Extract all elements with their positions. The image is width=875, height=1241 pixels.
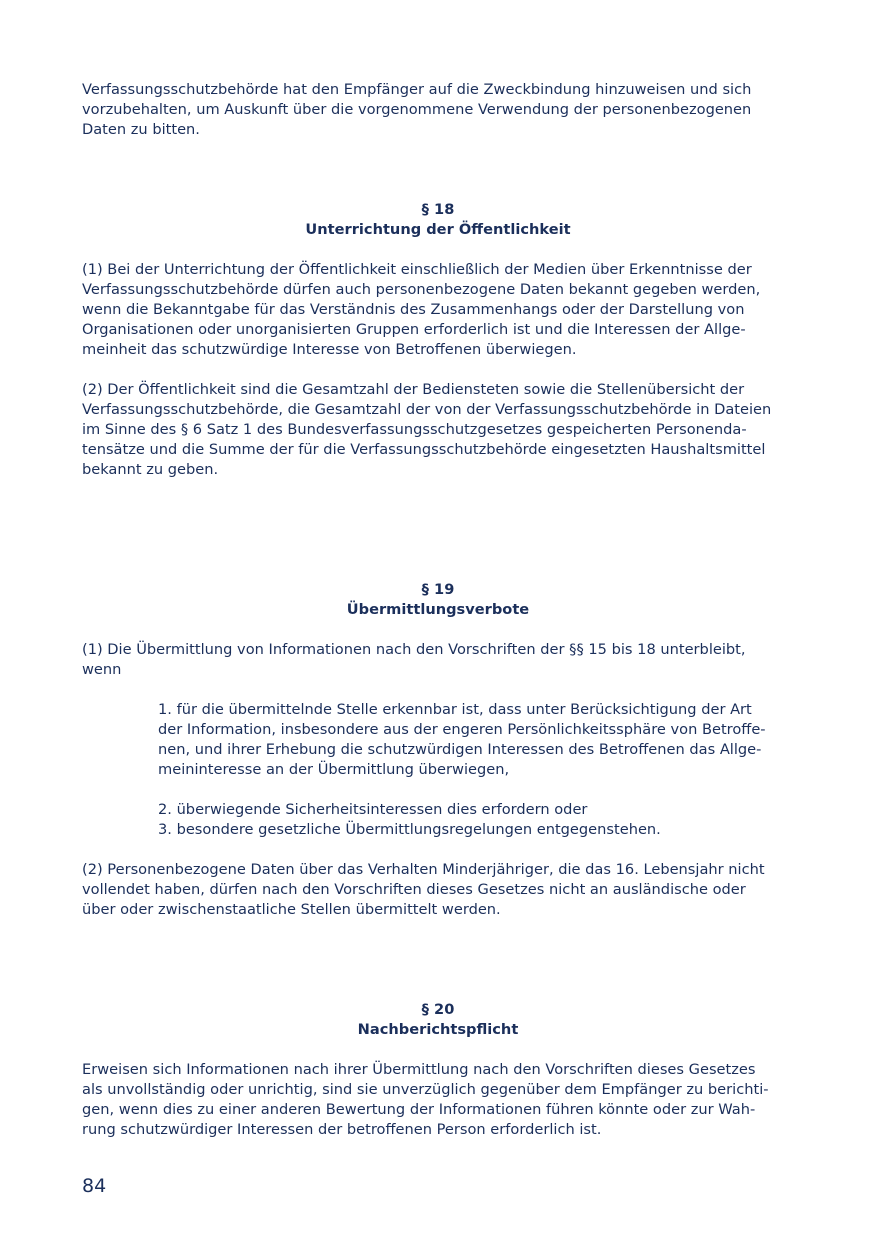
text-line: als unvollständig oder unrichtig, sind sie unverzüglich gegenüber dem Empfänger zu berichti- xyxy=(82,1081,769,1098)
text-line: meinheit das schutzwürdige Interesse von Betroffenen überwiegen. xyxy=(82,341,577,358)
text-line: bekannt zu geben. xyxy=(82,461,219,478)
section-20-heading xyxy=(82,1000,794,1040)
text-line: vorzubehalten, um Auskunft über die vorgenommene Verwendung der personenbezogenen xyxy=(82,101,752,118)
text-line: (2) Personenbezogene Daten über das Verhalten Minderjähriger, die das 16. Lebensjahr nicht xyxy=(82,861,765,878)
list-item-3: 3. besondere gesetzliche Übermittlungsregelungen entgegenstehen. xyxy=(158,821,661,838)
section-20-paragraph xyxy=(82,1060,794,1140)
text-line: der Information, insbesondere aus der engeren Persönlichkeitssphäre von Betroffe- xyxy=(158,721,766,738)
section-18-paragraph-1 xyxy=(82,260,794,360)
section-19-list-items-2-3 xyxy=(158,800,788,840)
text-line: nen, und ihrer Erhebung die schutzwürdigen Interessen des Betroffenen das Allge- xyxy=(158,741,762,758)
text-line: (1) Bei der Unterrichtung der Öffentlichkeit einschließlich der Medien über Erkenntnisse der xyxy=(82,261,752,278)
section-title: Unterrichtung der Öffentlichkeit xyxy=(305,221,571,238)
text-line: vollendet haben, dürfen nach den Vorschriften dieses Gesetzes nicht an ausländische oder xyxy=(82,881,746,898)
text-line: wenn die Bekanntgabe für das Verständnis des Zusammenhangs oder der Darstellung von xyxy=(82,301,745,318)
section-19-paragraph-1 xyxy=(82,640,794,680)
section-19-paragraph-2 xyxy=(82,860,794,920)
text-line: Daten zu bitten. xyxy=(82,121,200,138)
text-line: Verfassungsschutzbehörde, die Gesamtzahl der von der Verfassungsschutzbehörde in Dateien xyxy=(82,401,772,418)
text-line: Organisationen oder unorganisierten Gruppen erforderlich ist und die Interessen der Allge- xyxy=(82,321,746,338)
text-line: Erweisen sich Informationen nach ihrer Übermittlung nach den Vorschriften dieses Gesetzes xyxy=(82,1061,756,1078)
text-line: Verfassungsschutzbehörde hat den Empfänger auf die Zweckbindung hinzuweisen und sich xyxy=(82,81,752,98)
text-line: gen, wenn dies zu einer anderen Bewertung der Informationen führen könnte oder zur Wah- xyxy=(82,1101,756,1118)
text-line: wenn xyxy=(82,661,122,678)
page-number: 84 xyxy=(82,1175,107,1197)
section-18-paragraph-2 xyxy=(82,380,794,480)
text-line: Verfassungsschutzbehörde dürfen auch personenbezogene Daten bekannt gegeben werden, xyxy=(82,281,761,298)
text-line: im Sinne des § 6 Satz 1 des Bundesverfassungsschutzgesetzes gespeicherten Personenda- xyxy=(82,421,747,438)
section-number: § 20 xyxy=(421,1001,455,1018)
section-18-heading xyxy=(82,200,794,240)
text-line: (2) Der Öffentlichkeit sind die Gesamtzahl der Bediensteten sowie die Stellenübersicht der xyxy=(82,381,745,398)
section-title: Nachberichtspflicht xyxy=(357,1021,519,1038)
intro-paragraph xyxy=(82,80,794,140)
text-line: 1. für die übermittelnde Stelle erkennbar ist, dass unter Berücksichtigung der Art xyxy=(158,701,752,718)
text-line: meininteresse an der Übermittlung überwiegen, xyxy=(158,761,510,778)
section-number: § 18 xyxy=(421,201,455,218)
section-title: Übermittlungsverbote xyxy=(346,601,530,618)
section-number: § 19 xyxy=(421,581,455,598)
list-item-2: 2. überwiegende Sicherheitsinteressen dies erfordern oder xyxy=(158,801,588,818)
section-19-heading xyxy=(82,580,794,620)
text-line: über oder zwischenstaatliche Stellen übermittelt werden. xyxy=(82,901,501,918)
text-line: rung schutzwürdiger Interessen der betroffenen Person erforderlich ist. xyxy=(82,1121,602,1138)
text-line: (1) Die Übermittlung von Informationen nach den Vorschriften der §§ 15 bis 18 unterbleibt, xyxy=(82,641,746,658)
section-19-list-item-1 xyxy=(158,700,788,780)
text-line: tensätze und die Summe der für die Verfassungsschutzbehörde eingesetzten Haushaltsmittel xyxy=(82,441,766,458)
